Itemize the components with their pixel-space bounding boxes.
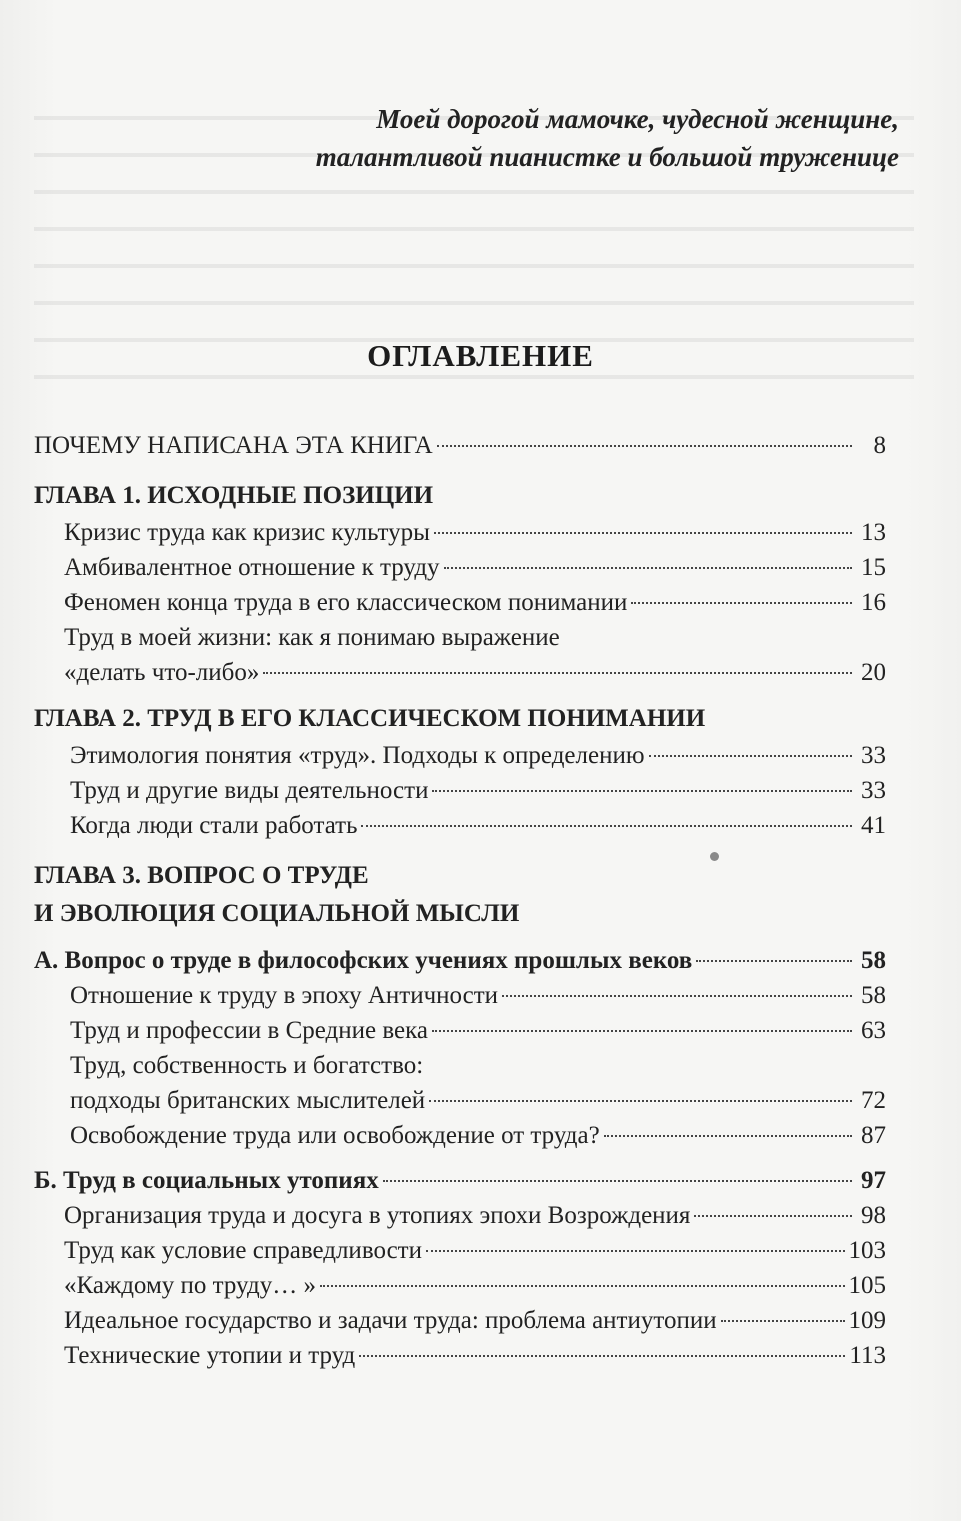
toc-entry[interactable]	[34, 550, 886, 585]
toc-entry-label: Когда люди стали работать	[70, 812, 358, 839]
toc-entry-label: Труд и другие виды деятельности	[70, 777, 429, 804]
toc-entry-label-line-2: «делать что-либо»	[64, 659, 260, 686]
toc-entry-label-line-1[interactable]: Труд в моей жизни: как я понимаю выражение	[64, 624, 560, 651]
toc-entry[interactable]	[34, 1303, 886, 1338]
paper-speck	[710, 852, 719, 861]
dot-leader	[426, 1250, 845, 1252]
dot-leader	[320, 1285, 845, 1287]
dot-leader	[604, 1135, 852, 1137]
toc-entry[interactable]	[34, 515, 886, 550]
toc-entry-page: 58	[861, 947, 886, 974]
dot-leader	[631, 602, 852, 604]
toc-entry[interactable]	[34, 655, 886, 690]
toc-entry[interactable]	[34, 1268, 886, 1303]
dot-leader	[432, 790, 852, 792]
toc-entry-label: Этимология понятия «труд». Подходы к определению	[70, 742, 645, 769]
chapter-2-title[interactable]: ГЛАВА 2. ТРУД В ЕГО КЛАССИЧЕСКОМ ПОНИМАНИИ	[34, 705, 706, 732]
toc-entry-label-line-1[interactable]: Труд, собственность и богатство:	[70, 1052, 424, 1079]
dot-leader	[429, 1100, 852, 1102]
toc-entry-page: 33	[861, 742, 886, 769]
dot-leader	[263, 672, 852, 674]
dot-leader	[437, 445, 852, 447]
toc-entry-page: 87	[861, 1122, 886, 1149]
dot-leader	[721, 1320, 845, 1322]
toc-entry-page: 97	[861, 1167, 886, 1194]
toc-entry[interactable]	[34, 1013, 886, 1048]
toc-entry[interactable]	[34, 978, 886, 1013]
toc-entry[interactable]	[34, 1233, 886, 1268]
toc-entry-page: 109	[848, 1307, 886, 1334]
toc-entry-label: Амбивалентное отношение к труду	[64, 554, 440, 581]
toc-entry[interactable]	[34, 1198, 886, 1233]
section-b-entry[interactable]	[34, 1163, 886, 1198]
dot-leader	[502, 995, 852, 997]
toc-entry[interactable]	[34, 1118, 886, 1153]
dot-leader	[696, 960, 852, 962]
toc-entry-label: Кризис труда как кризис культуры	[64, 519, 430, 546]
chapter-3-title-line-2[interactable]: И ЭВОЛЮЦИЯ СОЦИАЛЬНОЙ МЫСЛИ	[34, 900, 520, 927]
dedication-line-1: Моей дорогой мамочке, чудесной женщине,	[376, 104, 899, 134]
toc-entry[interactable]	[34, 773, 886, 808]
dot-leader	[432, 1030, 852, 1032]
table-of-contents	[34, 428, 886, 1373]
toc-entry-label: ПОЧЕМУ НАПИСАНА ЭТА КНИГА	[34, 432, 433, 459]
toc-entry-label: Освобождение труда или освобождение от труда?	[70, 1122, 600, 1149]
dot-leader	[434, 532, 852, 534]
toc-entry-page: 13	[861, 519, 886, 546]
toc-entry-label: Феномен конца труда в его классическом понимании	[64, 589, 628, 616]
toc-title: ОГЛАВЛЕНИЕ	[367, 338, 594, 373]
toc-entry-page: 98	[861, 1202, 886, 1229]
dot-leader	[444, 567, 852, 569]
toc-entry-label-line-2: подходы британских мыслителей	[70, 1087, 426, 1114]
dot-leader	[649, 755, 852, 757]
toc-entry[interactable]	[34, 1083, 886, 1118]
toc-entry[interactable]	[34, 808, 886, 843]
section-a-entry[interactable]	[34, 943, 886, 978]
toc-entry-label: Отношение к труду в эпоху Античности	[70, 982, 499, 1009]
chapter-1-title[interactable]: ГЛАВА 1. ИСХОДНЫЕ ПОЗИЦИИ	[34, 482, 434, 509]
toc-entry-page: 41	[861, 812, 886, 839]
toc-entry-label: Труд как условие справедливости	[64, 1237, 422, 1264]
toc-entry-label: Труд и профессии в Средние века	[70, 1017, 428, 1044]
toc-entry-label: Идеальное государство и задачи труда: проблема антиутопии	[64, 1307, 717, 1334]
dedication-line-2: талантливой пианистке и большой труженице	[315, 142, 899, 172]
toc-entry-page: 20	[861, 659, 886, 686]
toc-entry[interactable]	[34, 1338, 886, 1373]
toc-entry-page: 72	[861, 1087, 886, 1114]
toc-entry-label: «Каждому по труду… »	[64, 1272, 316, 1299]
toc-entry-page: 103	[848, 1237, 886, 1264]
toc-entry-page: 8	[873, 432, 886, 459]
dot-leader	[359, 1355, 845, 1357]
toc-entry[interactable]	[34, 585, 886, 620]
toc-entry-page: 105	[848, 1272, 886, 1299]
dot-leader	[361, 825, 852, 827]
toc-entry-page: 63	[861, 1017, 886, 1044]
dedication	[316, 100, 899, 176]
toc-entry-page: 33	[861, 777, 886, 804]
toc-entry-page: 58	[861, 982, 886, 1009]
toc-entry-page: 16	[861, 589, 886, 616]
toc-entry-intro[interactable]	[34, 428, 886, 463]
section-a-label: А. Вопрос о труде в философских учениях прошлых веков	[34, 947, 693, 974]
toc-entry-label: Организация труда и досуга в утопиях эпохи Возрождения	[64, 1202, 691, 1229]
section-b-label: Б. Труд в социальных утопиях	[34, 1167, 379, 1194]
dot-leader	[383, 1180, 852, 1182]
chapter-3-title-line-1[interactable]: ГЛАВА 3. ВОПРОС О ТРУДЕ	[34, 862, 369, 889]
toc-entry-label: Технические утопии и труд	[64, 1342, 356, 1369]
toc-entry-page: 113	[849, 1342, 886, 1369]
toc-entry[interactable]	[34, 738, 886, 773]
dot-leader	[694, 1215, 852, 1217]
toc-entry-page: 15	[861, 554, 886, 581]
